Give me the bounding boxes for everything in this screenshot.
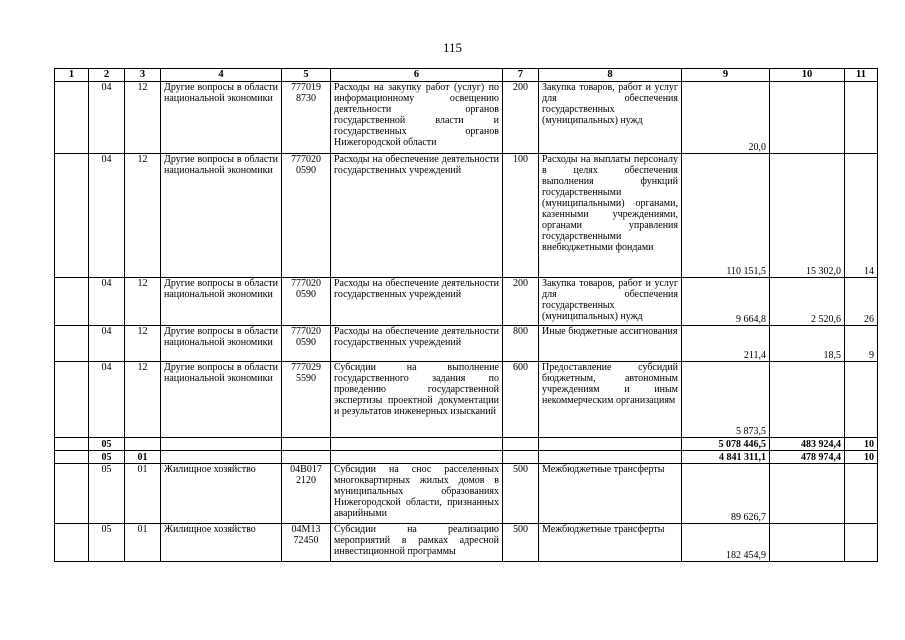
header-cell: 7 (503, 69, 539, 82)
cell-name: Другие вопросы в области национальной экономики (161, 362, 282, 438)
cell-target-code: 777020 0590 (282, 326, 331, 362)
cell-subsection: 12 (125, 154, 161, 278)
cell-target-code: 04М13 72450 (282, 524, 331, 562)
cell-name (161, 451, 282, 464)
cell-description: Расходы на обеспечение деятельности государственных учреждений (331, 326, 503, 362)
cell-name: Другие вопросы в области национальной экономики (161, 278, 282, 326)
cell-amount: 182 454,9 (682, 524, 770, 562)
cell-col1 (55, 326, 89, 362)
header-cell: 10 (770, 69, 845, 82)
cell-col11 (845, 524, 878, 562)
cell-col11: 14 (845, 154, 878, 278)
cell-amount-2 (770, 524, 845, 562)
cell-expense-type (503, 451, 539, 464)
cell-col11 (845, 464, 878, 524)
cell-section: 04 (89, 82, 125, 154)
cell-col11: 10 (845, 438, 878, 451)
budget-table (54, 68, 878, 562)
cell-description: Субсидии на реализацию мероприятий в рамках адресной инвестиционной программы (331, 524, 503, 562)
cell-subsection: 12 (125, 82, 161, 154)
cell-col1 (55, 278, 89, 326)
cell-col1 (55, 438, 89, 451)
table-row (55, 154, 878, 278)
cell-expense-name: Закупка товаров, работ и услуг для обеспечения государственных (муниципальных) нужд (539, 278, 682, 326)
cell-target-code: 04В017 2120 (282, 464, 331, 524)
cell-subsection: 01 (125, 451, 161, 464)
cell-amount-2: 483 924,4 (770, 438, 845, 451)
cell-amount-2: 478 974,4 (770, 451, 845, 464)
page-number: 115 (442, 40, 463, 55)
cell-amount: 9 664,8 (682, 278, 770, 326)
cell-col11 (845, 362, 878, 438)
cell-expense-type: 500 (503, 524, 539, 562)
cell-target-code (282, 438, 331, 451)
cell-expense-type: 100 (503, 154, 539, 278)
cell-col11: 9 (845, 326, 878, 362)
cell-amount-2 (770, 82, 845, 154)
header-cell: 3 (125, 69, 161, 82)
cell-name: Жилищное хозяйство (161, 524, 282, 562)
cell-expense-type (503, 438, 539, 451)
cell-target-code: 777029 5590 (282, 362, 331, 438)
header-cell: 6 (331, 69, 503, 82)
section-total-row (55, 438, 878, 451)
cell-section: 05 (89, 464, 125, 524)
cell-expense-type: 500 (503, 464, 539, 524)
cell-amount-2: 15 302,0 (770, 154, 845, 278)
cell-col1 (55, 451, 89, 464)
cell-subsection: 12 (125, 326, 161, 362)
header-row (55, 69, 878, 82)
header-cell: 9 (682, 69, 770, 82)
header-cell: 4 (161, 69, 282, 82)
header-cell: 5 (282, 69, 331, 82)
subsection-total-row (55, 451, 878, 464)
header-cell: 8 (539, 69, 682, 82)
table-row (55, 524, 878, 562)
cell-expense-name: Иные бюджетные ассигнования (539, 326, 682, 362)
cell-subsection (125, 438, 161, 451)
table-row (55, 464, 878, 524)
cell-amount-2 (770, 362, 845, 438)
table-row (55, 326, 878, 362)
cell-description: Расходы на обеспечение деятельности государственных учреждений (331, 154, 503, 278)
cell-name: Другие вопросы в области национальной экономики (161, 82, 282, 154)
cell-amount: 20,0 (682, 82, 770, 154)
cell-expense-type: 600 (503, 362, 539, 438)
cell-amount-2 (770, 464, 845, 524)
cell-expense-name: Закупка товаров, работ и услуг для обеспечения государственных (муниципальных) нужд (539, 82, 682, 154)
table-row (55, 362, 878, 438)
cell-name: Другие вопросы в области национальной экономики (161, 154, 282, 278)
cell-target-code: 777020 0590 (282, 278, 331, 326)
header-cell: 2 (89, 69, 125, 82)
cell-expense-type: 200 (503, 278, 539, 326)
cell-col11: 26 (845, 278, 878, 326)
cell-col1 (55, 464, 89, 524)
table-row (55, 278, 878, 326)
cell-target-code: 777020 0590 (282, 154, 331, 278)
cell-amount: 89 626,7 (682, 464, 770, 524)
cell-name: Жилищное хозяйство (161, 464, 282, 524)
cell-amount: 5 873,5 (682, 362, 770, 438)
cell-expense-name (539, 451, 682, 464)
cell-amount: 211,4 (682, 326, 770, 362)
cell-expense-name: Расходы на выплаты персоналу в целях обеспечения выполнения функций государственными (муниципальными) органами, казенными учреждениями, органами управления государственными внебюджетными фондами (539, 154, 682, 278)
cell-expense-type: 200 (503, 82, 539, 154)
cell-subsection: 01 (125, 464, 161, 524)
cell-expense-name: Межбюджетные трансферты (539, 464, 682, 524)
cell-section: 05 (89, 438, 125, 451)
cell-section: 04 (89, 278, 125, 326)
cell-subsection: 12 (125, 362, 161, 438)
cell-amount-2: 2 520,6 (770, 278, 845, 326)
table-row (55, 82, 878, 154)
cell-amount: 110 151,5 (682, 154, 770, 278)
cell-col1 (55, 154, 89, 278)
cell-description: Субсидии на снос расселенных многоквартирных жилых домов в муниципальных образованиях Нижегородской области, признанных аварийными (331, 464, 503, 524)
cell-section: 04 (89, 154, 125, 278)
cell-section: 05 (89, 451, 125, 464)
cell-section: 05 (89, 524, 125, 562)
cell-expense-name: Предоставление субсидий бюджетным, автономным учреждениям и иным некоммерческим организациям (539, 362, 682, 438)
cell-amount-2: 18,5 (770, 326, 845, 362)
cell-col1 (55, 524, 89, 562)
cell-col1 (55, 362, 89, 438)
cell-amount: 5 078 446,5 (682, 438, 770, 451)
cell-expense-name: Межбюджетные трансферты (539, 524, 682, 562)
header-cell: 11 (845, 69, 878, 82)
cell-description: Расходы на закупку работ (услуг) по информационному освещению деятельности органов государственной власти и государственных органов Нижегородской области (331, 82, 503, 154)
header-cell: 1 (55, 69, 89, 82)
cell-description: Субсидии на выполнение государственного задания по проведению государственной экспертизы проектной документации и результатов инженерных изысканий (331, 362, 503, 438)
cell-subsection: 01 (125, 524, 161, 562)
cell-subsection: 12 (125, 278, 161, 326)
cell-col11: 10 (845, 451, 878, 464)
cell-description: Расходы на обеспечение деятельности государственных учреждений (331, 278, 503, 326)
cell-col11 (845, 82, 878, 154)
cell-description (331, 438, 503, 451)
cell-description (331, 451, 503, 464)
cell-amount: 4 841 311,1 (682, 451, 770, 464)
cell-expense-type: 800 (503, 326, 539, 362)
cell-expense-name (539, 438, 682, 451)
cell-section: 04 (89, 362, 125, 438)
cell-section: 04 (89, 326, 125, 362)
cell-name: Другие вопросы в области национальной экономики (161, 326, 282, 362)
cell-target-code: 777019 8730 (282, 82, 331, 154)
cell-target-code (282, 451, 331, 464)
cell-col1 (55, 82, 89, 154)
cell-name (161, 438, 282, 451)
